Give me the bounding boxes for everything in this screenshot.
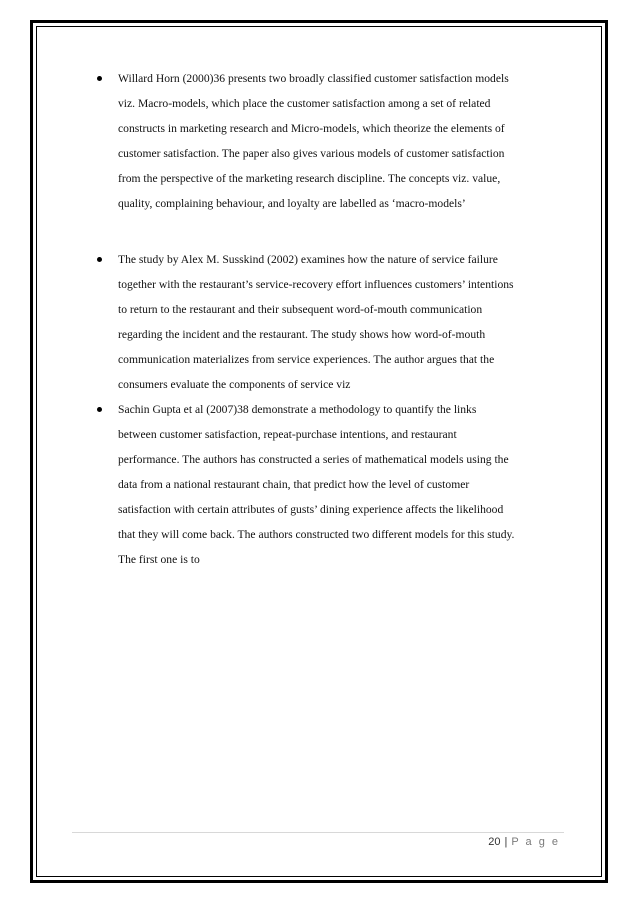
bullet-icon	[97, 76, 102, 81]
paragraph-line: data from a national restaurant chain, that predict how the level of customer	[118, 478, 470, 491]
paragraph-line: from the perspective of the marketing research discipline. The concepts viz. value,	[118, 172, 501, 185]
paragraph-line: Sachin Gupta et al (2007)38 demonstrate a methodology to quantify the links	[118, 403, 477, 416]
paragraph-line: to return to the restaurant and their subsequent word-of-mouth communication	[118, 303, 483, 316]
page-label: P a g e	[511, 836, 560, 848]
paragraph-line: that they will come back. The authors constructed two different models for this study.	[118, 528, 515, 541]
paragraph-line: The first one is to	[118, 553, 200, 566]
bullet-paragraph-sachin-gupta	[92, 397, 570, 572]
paragraph-line: Willard Horn (2000)36 presents two broadly classified customer satisfaction models	[118, 72, 509, 85]
page-number: 20	[488, 836, 501, 848]
bullet-paragraph-susskind	[92, 247, 570, 397]
bullet-paragraph-willard-horn	[92, 66, 570, 216]
paragraph-line: The study by Alex M. Susskind (2002) examines how the nature of service failure	[118, 253, 498, 266]
document-body	[92, 66, 570, 572]
paragraph-line: satisfaction with certain attributes of gusts’ dining experience affects the likelihood	[118, 503, 504, 516]
paragraph-line: quality, complaining behaviour, and loyalty are labelled as ‘macro-models’	[118, 197, 466, 210]
footer-separator: |	[504, 836, 508, 848]
paragraph-line: together with the restaurant’s service-recovery effort influences customers’ intentions	[118, 278, 514, 291]
paragraph-line: consumers evaluate the components of service viz	[118, 378, 351, 391]
paragraph-line: between customer satisfaction, repeat-purchase intentions, and restaurant	[118, 428, 457, 441]
paragraph-line: regarding the incident and the restaurant. The study shows how word-of-mouth	[118, 328, 486, 341]
bullet-icon	[97, 257, 102, 262]
footer-divider	[72, 832, 564, 833]
paragraph-line: communication materializes from service experiences. The author argues that the	[118, 353, 495, 366]
bullet-icon	[97, 407, 102, 412]
paragraph-line: constructs in marketing research and Micro-models, which theorize the elements of	[118, 122, 505, 135]
page-footer	[488, 836, 560, 848]
paragraph-line: viz. Macro-models, which place the customer satisfaction among a set of related	[118, 97, 491, 110]
paragraph-line: customer satisfaction. The paper also gives various models of customer satisfaction	[118, 147, 505, 160]
paragraph-line: performance. The authors has constructed a series of mathematical models using the	[118, 453, 509, 466]
